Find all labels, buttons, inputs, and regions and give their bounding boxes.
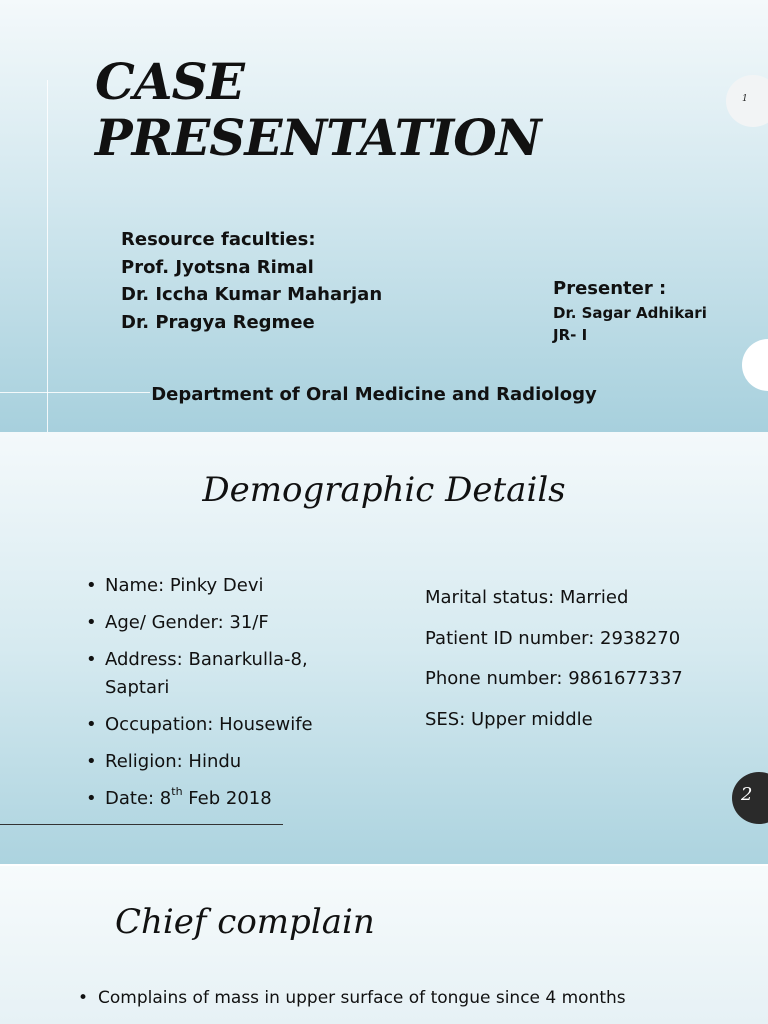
- demographics-list-left: [82, 572, 342, 822]
- title-line-1: CASE: [95, 52, 244, 111]
- presenter-rank: JR- I: [553, 326, 588, 344]
- slide-number: 1: [742, 94, 748, 104]
- decorative-vertical-line: [47, 80, 48, 432]
- faculty-name: Prof. Jyotsna Rimal: [121, 256, 314, 278]
- slide-number: 2: [741, 784, 753, 805]
- list-item: SES: Upper middle: [425, 708, 593, 730]
- slide-number-badge: [726, 75, 768, 127]
- list-item: • Age/ Gender: 31/F: [82, 609, 342, 637]
- list-item-date: [82, 785, 342, 813]
- presentation-title: [95, 54, 541, 166]
- presenter-label: Presenter :: [553, 278, 667, 299]
- slide-number-badge: [732, 772, 768, 824]
- department-name: Department of Oral Medicine and Radiology: [151, 384, 597, 405]
- divider-line: [0, 824, 283, 825]
- date-prefix: Date: 8: [105, 788, 172, 809]
- list-item: [78, 988, 626, 1008]
- slide-heading: Chief complain: [115, 902, 375, 942]
- faculty-list: [121, 226, 382, 336]
- list-item: Marital status: Married: [425, 587, 629, 608]
- list-item: Phone number: 9861677337: [425, 668, 683, 689]
- faculty-heading: Resource faculties:: [121, 229, 316, 250]
- faculty-name: Dr. Iccha Kumar Maharjan: [121, 284, 383, 305]
- date-ordinal: th: [171, 785, 183, 798]
- list-item: • Religion: Hindu: [82, 748, 342, 776]
- list-item: • Occupation: Housewife: [82, 711, 342, 739]
- title-line-2: PRESENTATION: [95, 108, 541, 167]
- slide-1: [0, 0, 768, 432]
- presenter-name: Dr. Sagar Adhikari: [553, 304, 707, 322]
- slide-3: [0, 866, 768, 1024]
- slide-heading: Demographic Details: [202, 470, 566, 510]
- presenter-block: [553, 278, 707, 346]
- bullet-icon: •: [78, 988, 89, 1008]
- list-item: Patient ID number: 2938270: [425, 627, 681, 649]
- date-rest: Feb 2018: [182, 788, 272, 809]
- slide-2: [0, 432, 768, 864]
- list-item: • Address: Banarkulla-8, Saptari: [82, 646, 342, 702]
- chief-complaint-text: Complains of mass in upper surface of tongue since 4 months: [98, 988, 626, 1008]
- faculty-name: Dr. Pragya Regmee: [121, 311, 315, 333]
- demographics-list-right: [425, 584, 683, 746]
- list-item: • Name: Pinky Devi: [82, 572, 342, 600]
